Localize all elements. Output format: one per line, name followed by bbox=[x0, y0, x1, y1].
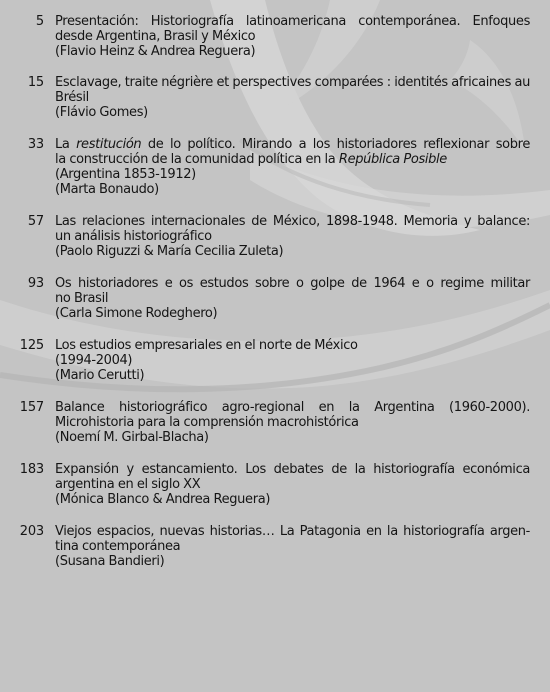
entry-title-line bbox=[55, 137, 530, 152]
entry-authors: (Flávio Gomes) bbox=[55, 105, 148, 120]
entry-title-line: Los estudios empresariales en el norte de México bbox=[55, 338, 358, 353]
entry-title-italic: restitución bbox=[76, 137, 142, 152]
page-number: 15 bbox=[27, 75, 44, 90]
entry-title-line: Microhistoria para la comprensión macrohistórica bbox=[55, 415, 359, 430]
toc-entry[interactable] bbox=[0, 338, 550, 383]
toc-entry[interactable] bbox=[0, 137, 550, 197]
entry-title-text: La bbox=[55, 137, 77, 152]
entry-authors: (Paolo Riguzzi & María Cecilia Zuleta) bbox=[55, 244, 284, 259]
entry-title-italic: República Posible bbox=[338, 152, 447, 167]
entry-authors: (Mónica Blanco & Andrea Reguera) bbox=[55, 492, 271, 507]
entry-title-line: tina contemporánea bbox=[55, 539, 181, 554]
page-number: 33 bbox=[27, 137, 44, 152]
toc-entry[interactable] bbox=[0, 400, 550, 445]
entry-authors: (Carla Simone Rodeghero) bbox=[55, 306, 218, 321]
page-number: 93 bbox=[27, 276, 44, 291]
page-number: 203 bbox=[19, 524, 44, 539]
table-of-contents bbox=[0, 14, 550, 569]
entry-title-line: Os historiadores e os estudos sobre o golpe de 1964 e o regime militar bbox=[55, 276, 530, 291]
toc-entry[interactable] bbox=[0, 524, 550, 569]
entry-title-line: (1994-2004) bbox=[55, 353, 133, 368]
page-number: 5 bbox=[35, 14, 44, 29]
page-number: 157 bbox=[19, 400, 44, 415]
entry-title-line: Las relaciones internacionales de México, 1898-1948. Memoria y balance: bbox=[55, 214, 530, 229]
entry-title-text: de lo político. Mirando a los historiadores reflexionar sobre bbox=[141, 137, 530, 152]
entry-title-line: desde Argentina, Brasil y México bbox=[55, 29, 256, 44]
toc-entry[interactable] bbox=[0, 462, 550, 507]
entry-authors: (Argentina 1853-1912) bbox=[55, 167, 196, 182]
entry-title-line: Brésil bbox=[55, 90, 89, 105]
entry-authors: (Susana Bandieri) bbox=[55, 554, 165, 569]
entry-authors: (Noemí M. Girbal-Blacha) bbox=[55, 430, 209, 445]
toc-entry[interactable] bbox=[0, 214, 550, 259]
page-number: 57 bbox=[27, 214, 44, 229]
entry-title-line: argentina en el siglo XX bbox=[55, 477, 201, 492]
entry-title-line: un análisis historiográfico bbox=[55, 229, 212, 244]
entry-title-text: la construcción de la comunidad política en la bbox=[55, 152, 339, 167]
toc-entry[interactable] bbox=[0, 276, 550, 321]
entry-title-line: Esclavage, traite négrière et perspectives comparées : identités africaines au bbox=[55, 75, 530, 90]
toc-entry[interactable] bbox=[0, 14, 550, 59]
entry-title-line: Expansión y estancamiento. Los debates de la historiografía económica bbox=[55, 462, 530, 477]
entry-title-line: no Brasil bbox=[55, 291, 109, 306]
toc-entry[interactable] bbox=[0, 75, 550, 120]
entry-authors: (Marta Bonaudo) bbox=[55, 182, 159, 197]
entry-title-line bbox=[55, 152, 530, 167]
page-number: 183 bbox=[19, 462, 44, 477]
entry-title-line: Presentación: Historiografía latinoamericana contemporánea. Enfoques bbox=[55, 14, 530, 29]
entry-title-line: Viejos espacios, nuevas historias… La Patagonia en la historiografía argen- bbox=[55, 524, 530, 539]
entry-authors: (Flavio Heinz & Andrea Reguera) bbox=[55, 44, 256, 59]
entry-title-line: Balance historiográfico agro-regional en la Argentina (1960-2000). bbox=[55, 400, 530, 415]
entry-authors: (Mario Cerutti) bbox=[55, 368, 145, 383]
page-number: 125 bbox=[19, 338, 44, 353]
